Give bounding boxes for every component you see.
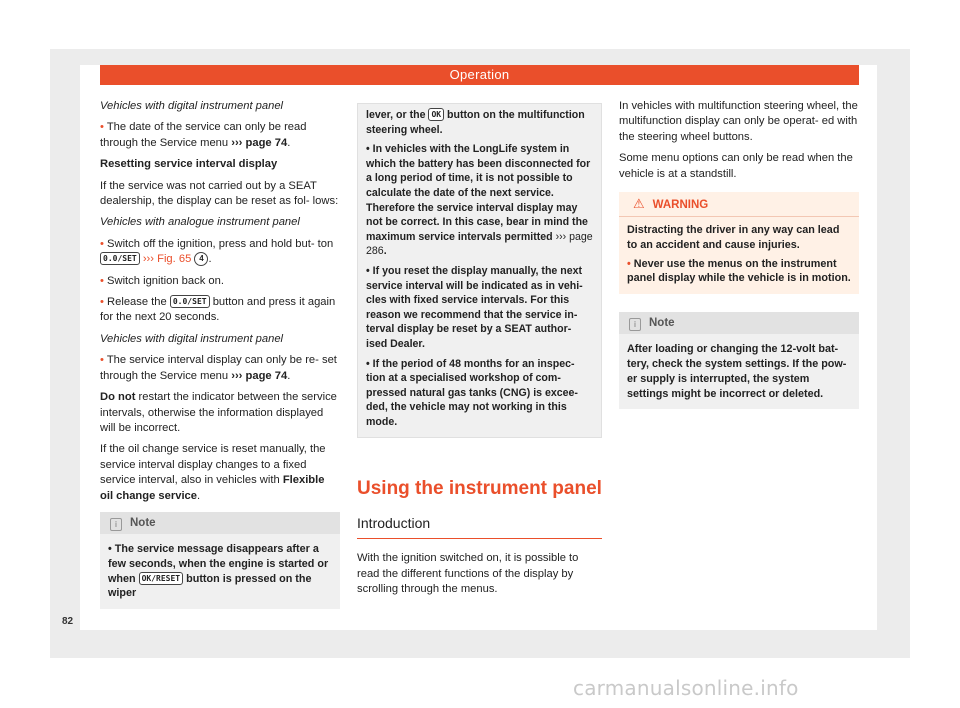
heading-introduction: Introduction [357,514,602,539]
warning-box [619,192,859,294]
ok-key-icon: OK [428,108,444,121]
bullet-switch-on: • Switch ignition back on. [100,274,224,287]
note-cont-1: lever, or the OK button on the multifunction steering wheel. [366,109,585,136]
note-body: After loading or changing the 12-volt bat- tery, check the system settings. If the pow- er supply is interrupted, the system settings might be incorrect or deleted. [627,343,847,400]
para-reset: If the service was not carried out by a SEAT dealership, the display can be reset as fol- lows: [100,179,339,208]
bullet-icon: • [366,264,370,277]
note-box-2 [619,312,859,409]
note-cont-cng: • If the period of 48 months for an inspec- tion at a specialised workshop of com- pressed natural gas tanks (CNG) is excee- ded, the vehicle may not working in this mode. [366,357,578,428]
bullet-icon: • [627,257,631,270]
bullet-icon: • [100,274,104,287]
note-box-1 [100,512,340,609]
callout-4-icon: 4 [194,252,208,266]
para-standstill: Some menu options can only be read when the vehicle is at a standstill. [619,152,853,180]
subheading-analogue: Vehicles with analogue instrument panel [100,216,300,229]
warning-text-2: • Never use the menus on the instrument panel display while the vehicle is in motion. [627,257,851,285]
bullet-icon: • [100,296,104,309]
column-2 [357,103,602,604]
warning-body [619,217,859,294]
subheading-digital-2: Vehicles with digital instrument panel [100,332,284,345]
bullet-icon: • [366,143,370,156]
bullet-icon: • [366,357,370,370]
note-cont-manual-reset: • If you reset the display manually, the next service interval will be indicated as in vehi- cles with fixed service intervals. For this reason we recommend that the service in- terval display be reset by a SEAT author- ised Dealer. [366,264,583,350]
bullet-service-date: • The date of the service can only be read through the Service menu ››› page 74. [100,121,307,149]
bullet-icon: • [108,542,112,555]
bullet-icon: • [100,121,104,134]
note-header: i Note [100,512,340,534]
note-header: i Note [619,312,859,334]
note-cont-longlife: • In vehicles with the LongLife system in which the battery has been disconnected for a long period of time, it is not possible to calculate the date of the next service. Therefore the service interval display may not be correct. In this case, bear in mind the maximum service intervals permitted ››› page 286. [366,143,593,258]
heading-using-instrument-panel: Using the instrument panel [357,478,602,500]
warning-triangle-icon: ⚠ [633,196,645,212]
section-header: Operation [100,65,859,85]
bullet-reset-menu: • The service interval display can only be re- set through the Service menu ››› page 74. [100,354,337,382]
bullet-switch-off: • Switch off the ignition, press and hold but- ton 0.0/SET ››› Fig. 65 4 . [100,237,334,266]
warning-text-1: Distracting the driver in any way can lead to an accident and cause injuries. [627,224,840,251]
subheading-digital-1: Vehicles with digital instrument panel [100,100,284,112]
ok-reset-key-icon: OK/RESET [139,572,184,585]
note-continuation-box [357,103,602,438]
page-number: 82 [62,616,74,627]
info-icon: i [629,318,641,331]
xref-page-74[interactable]: ››› page 74 [231,136,288,149]
watermark: carmanualsonline.info [573,676,799,700]
bullet-icon: • [100,237,104,250]
para-steering-wheel: In vehicles with multifunction steering wheel, the multifunction display can only be operat- ed with the steering wheel buttons. [619,100,858,143]
para-intro: With the ignition switched on, it is possible to read the different functions of the display by scrolling through the menus. [357,552,579,596]
bullet-release: • Release the 0.0/SET button and press it again for the next 20 seconds. [100,296,336,324]
warning-header: ⚠ WARNING [619,192,859,217]
heading-resetting: Resetting service interval display [100,158,278,171]
info-icon: i [110,518,122,531]
column-1 [100,99,340,609]
para-do-not: Do not restart the indicator between the service intervals, otherwise the information displayed will be incorrect. [100,391,337,434]
para-oil-change: If the oil change service is reset manually, the service interval display changes to a fixed service interval, also in vehicles with Flexible oil change service. [100,443,326,502]
column-3 [619,99,859,409]
xref-fig-65[interactable]: ››› Fig. 65 [142,253,192,266]
xref-page-286[interactable]: ››› page 286 [366,230,593,258]
set-key-icon: 0.0/SET [100,252,140,265]
set-key-icon: 0.0/SET [170,295,210,308]
xref-page-74[interactable]: ››› page 74 [231,369,288,382]
note-body: • The service message disappears after a few seconds, when the engine is started or when OK/RESET button is pressed on the wiper [108,542,329,600]
bullet-icon: • [100,354,104,367]
